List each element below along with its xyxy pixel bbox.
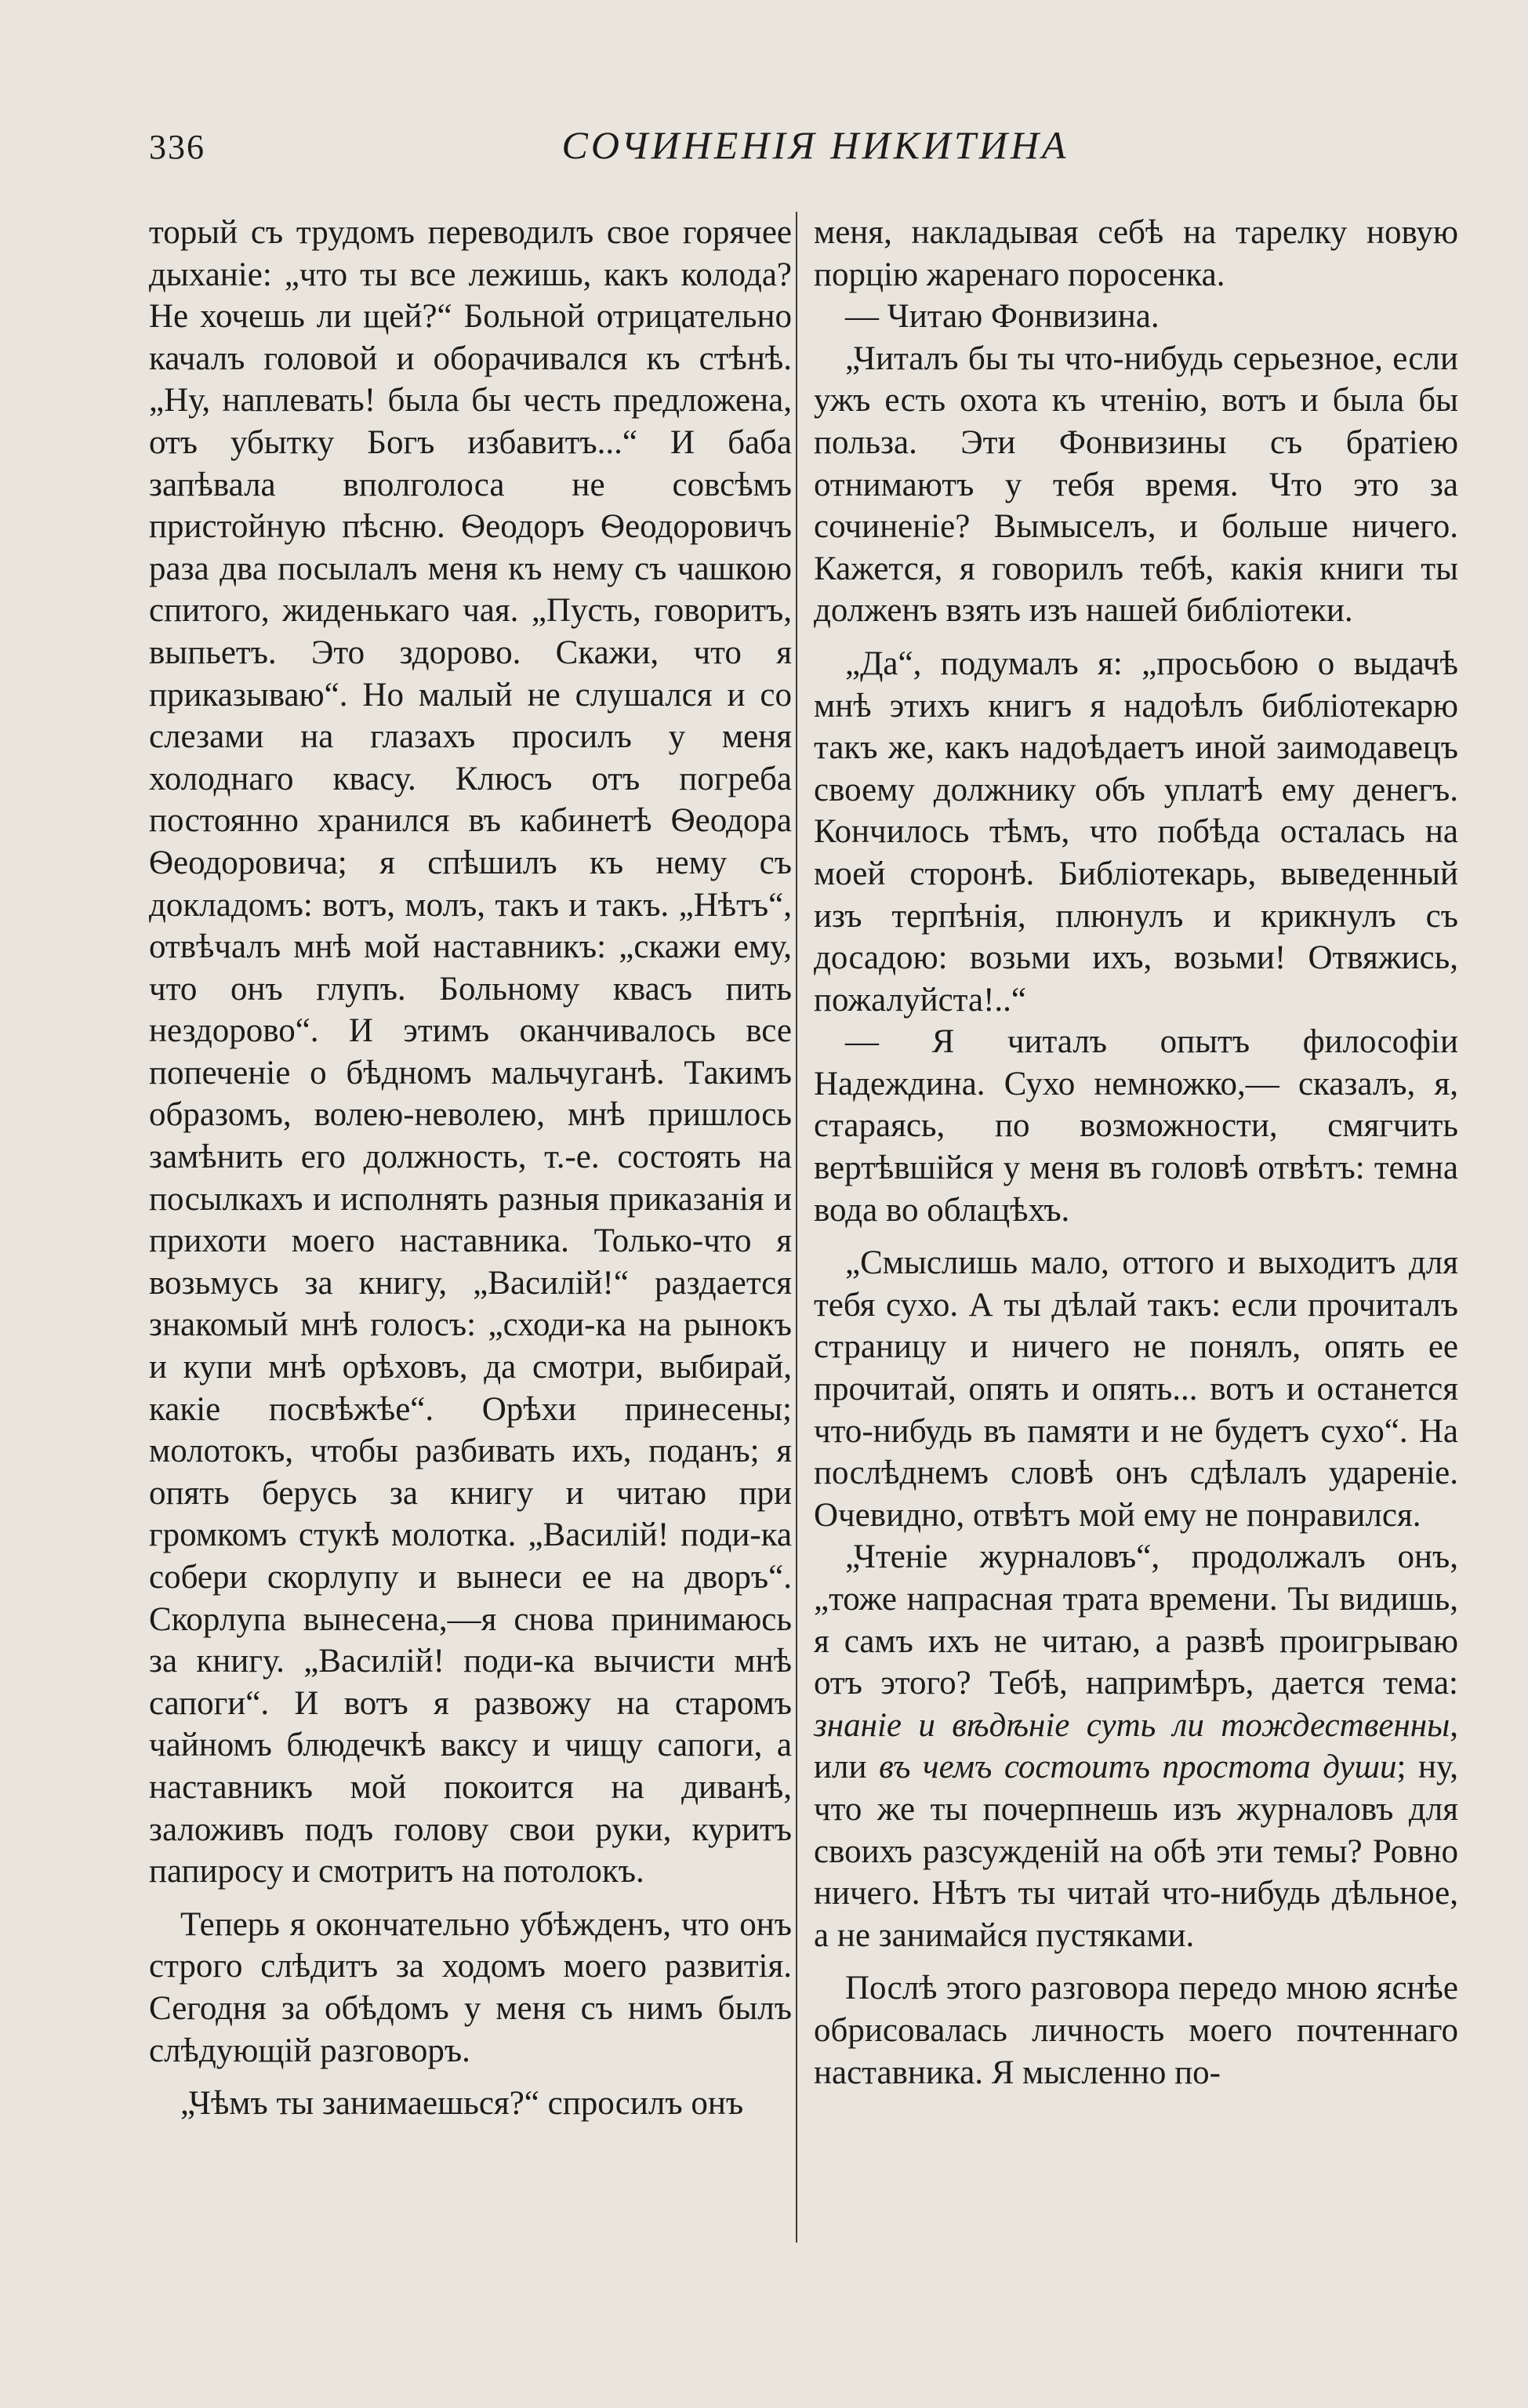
right-column <box>814 212 1458 2094</box>
right-paragraph-1: меня, накладывая себѣ на тарелку новую порцію жаренаго поросенка. <box>814 214 1458 293</box>
left-column <box>149 212 792 2125</box>
column-divider <box>796 212 797 2243</box>
right-paragraph-6: „Смыслишь мало, оттого и выходитъ для тебя сухо. А ты дѣлай такъ: если прочиталъ страницу и ничего не понялъ, опять ее прочитай, опять и опять... вотъ и останется что-нибудь въ памяти и не будетъ сухо“. На послѣднемъ словѣ онъ сдѣлалъ удареніе. Очевидно, отвѣтъ мой ему не понравился. <box>814 1244 1458 1534</box>
right-paragraph-7-text-c: ; ну, что же ты почерпнешь изъ журналовъ для своихъ разсужденій на обѣ эти темы? Ровно ничего. Нѣтъ ты читай что-нибудь дѣльное, а не занимайся пустяками. <box>814 1749 1459 1954</box>
running-title: СОЧИНЕНІЯ НИКИТИНА <box>561 123 1069 167</box>
left-paragraph-3: „Чѣмъ ты занимаешься?“ спросилъ онъ <box>180 2085 744 2123</box>
right-paragraph-7-text-b: , или <box>814 1706 1458 1786</box>
right-paragraph-8: Послѣ этого разговора передо мною яснѣе обрисовалась личность моего почтеннаго наставника. Я мысленно по- <box>814 1970 1458 2091</box>
right-paragraph-2: — Читаю Фонвизина. <box>845 298 1160 336</box>
page-header <box>0 118 1528 180</box>
right-paragraph-7 <box>814 1536 1458 1956</box>
left-paragraph-1: торый съ трудомъ переводилъ свое горячее дыханіе: „что ты все лежишь, какъ колода? Не хочешь ли щей?“ Больной отрицательно качалъ головой и оборачивался къ стѣнѣ. „Ну, наплевать! была бы честь предложена, отъ убытку Богъ избавитъ...“ И баба запѣвала вполголоса не совсѣмъ пристойную пѣсню. Ѳеодоръ Ѳеодоровичъ раза два посылалъ меня къ нему съ чашкою спитого, жиденькаго чая. „Пусть, говоритъ, выпьетъ. Это здорово. Скажи, что я приказываю“. Но малый не слушался и со слезами на глазахъ просилъ у меня холоднаго квасу. Клюсъ отъ погреба постоянно хранился въ кабинетѣ Ѳеодора Ѳеодоровича; я спѣшилъ къ нему съ докладомъ: вотъ, молъ, такъ и такъ. „Нѣтъ“, отвѣчалъ мнѣ мой наставникъ: „скажи ему, что онъ глупъ. Больному квасъ пить нездорово“. И этимъ оканчивалось все попеченіе о бѣдномъ мальчуганѣ. Такимъ образомъ, волею-неволею, мнѣ пришлось замѣнить его должность, т.-е. состоять на посылкахъ и исполнять разныя приказанія и прихоти моего наставника. Только-что я возьмусь за книгу, „Василій!“ раздается знакомый мнѣ голосъ: „сходи-ка на рынокъ и купи мнѣ орѣховъ, да смотри, выбирай, какіе посвѣжѣе“. Орѣхи принесены; молотокъ, чтобы разбивать ихъ, поданъ; я опять берусь за книгу и читаю при громкомъ стукѣ молотка. „Василій! поди-ка собери скорлупу и вынеси ее на дворъ“. Скорлупа вынесена,—я снова принимаюсь за книгу. „Василій! поди-ка вычисти мнѣ сапоги“. И вотъ я развожу на старомъ чайномъ блюдечкѣ ваксу и чищу сапоги, а наставникъ мой покоится на диванѣ, заложивъ подъ голову свои руки, куритъ папиросу и смотритъ на потолокъ. <box>149 214 792 1890</box>
page-number: 336 <box>149 128 205 166</box>
right-paragraph-4: „Да“, подумалъ я: „просьбою о выдачѣ мнѣ этихъ книгъ я надоѣлъ библіотекарю такъ же, какъ надоѣдаетъ иной заимодавецъ своему должнику объ уплатѣ ему денегъ. Кончилось тѣмъ, что побѣда осталась на моей сторонѣ. Библіотекарь, выведенный изъ терпѣнія, плюнулъ и крикнулъ съ досадою: возьми ихъ, возьми! Отвяжись, пожалуйста!..“ <box>814 645 1458 1019</box>
right-paragraph-7-theme-2: въ чемъ состоитъ простота души <box>879 1749 1397 1786</box>
right-paragraph-5: — Я читалъ опытъ философіи Надеждина. Сухо немножко,— сказалъ, я, стараясь, по возможности, смягчить вертѣвшійся у меня въ головѣ отвѣтъ: темна вода во облацѣхъ. <box>814 1023 1458 1229</box>
right-paragraph-7-text-a: „Чтеніе журналовъ“, продолжалъ онъ, „тоже напрасная трата времени. Ты видишь, я самъ ихъ не читаю, а развѣ проигрываю отъ этого? Тебѣ, напримѣръ, дается тема: <box>814 1538 1458 1702</box>
right-paragraph-7-theme-1: знаніе и вѣдѣніе суть ли тождественны <box>814 1706 1450 1744</box>
left-paragraph-2: Теперь я окончательно убѣжденъ, что онъ строго слѣдитъ за ходомъ моего развитія. Сегодня за обѣдомъ у меня съ нимъ былъ слѣдующій разговоръ. <box>149 1905 792 2069</box>
right-paragraph-3: „Читалъ бы ты что-нибудь серьезное, если ужъ есть охота къ чтенію, вотъ и была бы польза. Эти Фонвизины съ братіею отнимаютъ у тебя время. Что это за сочиненіе? Вымыселъ, и больше ничего. Кажется, я говорилъ тебѣ, какія книги ты долженъ взять изъ нашей библіотеки. <box>814 340 1458 630</box>
